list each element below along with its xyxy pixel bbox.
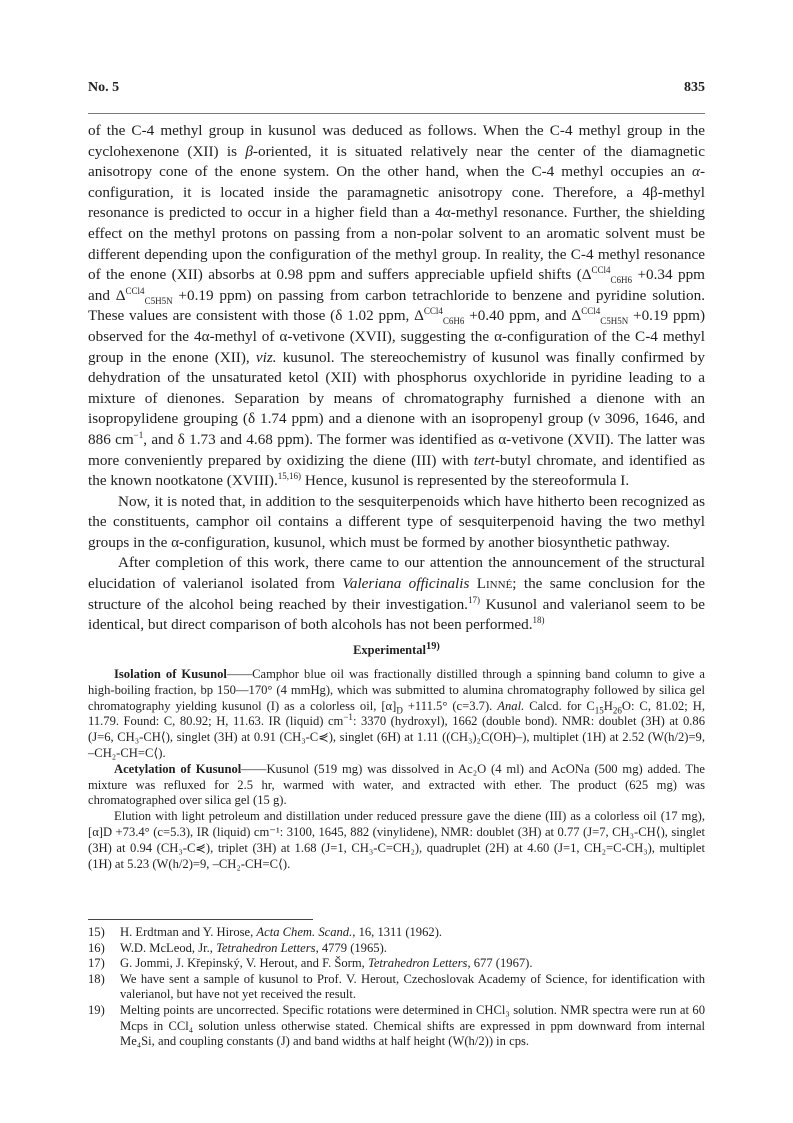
- experimental-section: [88, 667, 705, 872]
- text-span: of the C-4 methyl group in kusunol was deduced as follows. When the C-4 methyl group in the cyclohexenone (XII) is: [88, 122, 705, 160]
- page-number: 835: [684, 80, 705, 95]
- reference-marker: 15,16): [277, 471, 302, 482]
- species-name: Valeriana officinalis: [342, 575, 470, 593]
- text-span: -configuration, it is located inside the paramagnetic anisotropy cone. Therefore, a 4β-methyl resonance is predicted to occur in a higher field than a 4α-methyl resonance. Further, the shielding effect on the methyl protons on passing from a non-polar solvent to an aromatic solvent must be different depending upon the configuration of the methyl group. In reality, the C-4 methyl resonance of the enone (XII) absorbs at 0.98 ppm and suffers appreciable upfield shifts (Δ: [88, 163, 705, 284]
- sup-ccl4: CCl4: [581, 306, 601, 317]
- text-span: Calcd. for C: [524, 698, 595, 713]
- footnote-item: [88, 941, 705, 957]
- text-span: +111.5° (c=3.7).: [402, 698, 498, 713]
- sup-minus-one: −1: [133, 429, 144, 440]
- text-span: +0.19 ppm) observed for the 4α-methyl of α-vetivone (XVII), suggesting the α-configuration of the C-4 methyl group in the enone (XII),: [88, 307, 705, 366]
- footnote-number: 16): [88, 940, 105, 955]
- reference-marker: 19): [426, 641, 440, 652]
- sup-minus-one: −1: [343, 712, 353, 723]
- footnote-text: W.D. McLeod, Jr.,: [120, 940, 217, 955]
- text-span: Kusunol and valerianol seem to be identical, but direct comparison of both alcohols has not been performed.: [88, 595, 705, 634]
- footnotes: [88, 925, 705, 1050]
- section-run-in-heading: Acetylation of Kusunol: [114, 761, 242, 776]
- footnote-item: [88, 1003, 705, 1050]
- italic-viz: viz.: [255, 348, 277, 366]
- sub-c5h5n: C5H5N: [600, 316, 629, 327]
- italic-alpha: α: [691, 163, 700, 181]
- footnote-text: G. Jommi, J. Křepinský, V. Herout, and F. Šorm,: [120, 956, 368, 971]
- page-header: [88, 80, 705, 104]
- text-span: : 3370 (hydroxyl), 1662 (double bond). NMR: doublet (3H) at 0.86 (J=6, CH₃-CH⟨), singlet (3H) at 0.91 (CH₃-C⋞), singlet (6H) at 1.11 ((CH₃)₂C(OH)–), multiplet (1H) at 2.52 (W(h/2)=9, –CH₂-CH=C⟨).: [88, 714, 705, 760]
- footnote-number: 18): [88, 971, 105, 986]
- sup-ccl4: CCl4: [423, 306, 443, 317]
- italic-anal: Anal.: [497, 698, 525, 713]
- formula-subscript: 15: [594, 705, 604, 716]
- footnote-rule: [88, 919, 313, 920]
- paragraph-2: Now, it is noted that, in addition to the sesquiterpenoids which have hitherto been recognized as the constituents, camphor oil contains a different type of sesquiterpenoid having the two methyl groups in the α-configuration, kusunol, which must be formed by another biosynthetic pathway.: [88, 492, 705, 551]
- sub-c5h5n: C5H5N: [144, 295, 173, 306]
- footnote-number: 19): [88, 1002, 105, 1017]
- footnote-text: , 4779 (1965).: [315, 940, 387, 955]
- main-text: [88, 121, 705, 636]
- text-span: Hence, kusunol is represented by the stereoformula I.: [301, 472, 630, 490]
- header-rule: [88, 113, 705, 114]
- footnote-number: 15): [88, 925, 105, 939]
- formula-text: H: [603, 698, 613, 713]
- author-name: Linné: [469, 575, 513, 593]
- footnote-text: Melting points are uncorrected. Specific rotations were determined in CHCl₃ solution. NMR spectra were run at 60 Mcps in CCl₄ solution unless otherwise stated. Chemical shifts are expressed in ppm downward from internal Me₄Si, and coupling constants (J) and band widths at half height (W(h/2)) in cps.: [120, 1002, 705, 1049]
- issue-number: No. 5: [88, 80, 120, 95]
- heading-text: Experimental: [353, 643, 427, 658]
- text-span: +0.40 ppm, and Δ: [464, 307, 582, 325]
- sub-c6h6: C6H6: [442, 316, 465, 327]
- footnote-text: , 677 (1967).: [467, 956, 533, 971]
- text-span: ——Camphor blue oil was fractionally distilled through a spinning band column to give a high-boiling fraction, bp 150—170° (4 mmHg), which was submitted to alumina chromatography followed by silica gel chromatography yielding kusunol (I) as a colorless oil, [α]: [88, 667, 705, 713]
- sub-c6h6: C6H6: [610, 275, 633, 286]
- text-span: After completion of this work, there came to our attention the announcement of the structural elucidation of valerianol isolated from: [88, 554, 705, 593]
- italic-tert: tert: [473, 451, 495, 469]
- text-span: , and δ 1.73 and 4.68 ppm). The former was identified as α-vetivone (XVII). The latter was more conveniently prepared by oxidizing the diene (III) with: [88, 430, 705, 469]
- formula-subscript: 26: [612, 705, 622, 716]
- text-span: ——Kusunol (519 mg) was dissolved in Ac₂O (4 ml) and AcONa (500 mg) added. The mixture was refluxed for 2.5 hr, warmed with water, and extracted with ether. The product (625 mg) was chromatographed over silica gel (15 g).: [88, 761, 705, 808]
- sup-ccl4: CCl4: [591, 265, 611, 276]
- reference-marker: 18): [532, 615, 545, 626]
- text-span: -oriented, it is situated relatively near the center of the diamagnetic anisotropy cone of the enone system. On the other hand, when the C-4 methyl occupies an: [88, 142, 705, 181]
- footnote-text: , 16, 1311 (1962).: [352, 925, 443, 939]
- reference-marker: 17): [467, 594, 480, 605]
- text-span: +0.34 ppm and Δ: [88, 266, 705, 304]
- sup-ccl4: CCl4: [125, 285, 145, 296]
- footnote-item: [88, 972, 705, 1003]
- journal-name: Tetrahedron Letters: [367, 956, 468, 971]
- journal-name: Tetrahedron Letters: [216, 940, 316, 955]
- elution-paragraph: Elution with light petroleum and distillation under reduced pressure gave the diene (III) as a colorless oil (17 mg), [α]D +73.4° (c=5.3), IR (liquid) cm⁻¹: 3100, 1645, 882 (vinylidene), NMR: doublet (3H) at 0.77 (J=7, CH₃-CH⟨), singlet (3H) at 0.94 (CH₃-C⋞), triplet (3H) at 1.68 (J=1, CH₃-C=CH₂), quadruplet (2H) at 4.60 (J=1, CH₂=C-CH₃), multiplet (1H) at 5.23 (W(h/2)=9, –CH₂-CH=C⟨).: [88, 809, 705, 871]
- section-run-in-heading: Isolation of Kusunol: [114, 667, 227, 681]
- paragraph-1: [88, 121, 705, 492]
- footnote-item: [88, 956, 705, 972]
- text-span: ; the same conclusion for the structure of the alcohol being reached by their investigation.: [88, 575, 705, 613]
- footnote-text: H. Erdtman and Y. Hirose,: [120, 925, 257, 939]
- text-span: -butyl chromate, and identified as the known nootkatone (XVIII).: [88, 451, 705, 490]
- footnote-number: 17): [88, 956, 105, 971]
- text-span: +0.19 ppm) on passing from carbon tetrachloride to benzene and pyridine solution. These values are consistent with those (δ 1.02 ppm, Δ: [88, 286, 706, 325]
- text-span: kusunol. The stereochemistry of kusunol was finally confirmed by dehydration of the unsaturated ketol (XII) with phosphorus oxychloride in pyridine leading to a mixture of dienones. Separation by means of chromatography furnished a dienone with an isopropylidene grouping (δ 1.74 ppm) and a dienone with an isopropenyl group (ν 3096, 1646, and 886 cm: [88, 348, 706, 448]
- sub-d: D: [396, 705, 403, 716]
- italic-beta: β: [245, 142, 253, 160]
- journal-name: Acta Chem. Scand.: [256, 925, 353, 939]
- paragraph-3: [88, 553, 705, 635]
- experimental-heading: [88, 641, 705, 658]
- footnote-text: We have sent a sample of kusunol to Prof. V. Herout, Czechoslovak Academy of Science, for identification with valerianol, but have not yet received the result.: [120, 971, 705, 1002]
- text-span: O: C, 81.02; H, 11.79. Found: C, 80.92; H, 11.63. IR (liquid) cm: [88, 698, 705, 729]
- footnote-item: [88, 925, 705, 941]
- isolation-paragraph: [88, 667, 705, 762]
- acetylation-paragraph: [88, 762, 705, 809]
